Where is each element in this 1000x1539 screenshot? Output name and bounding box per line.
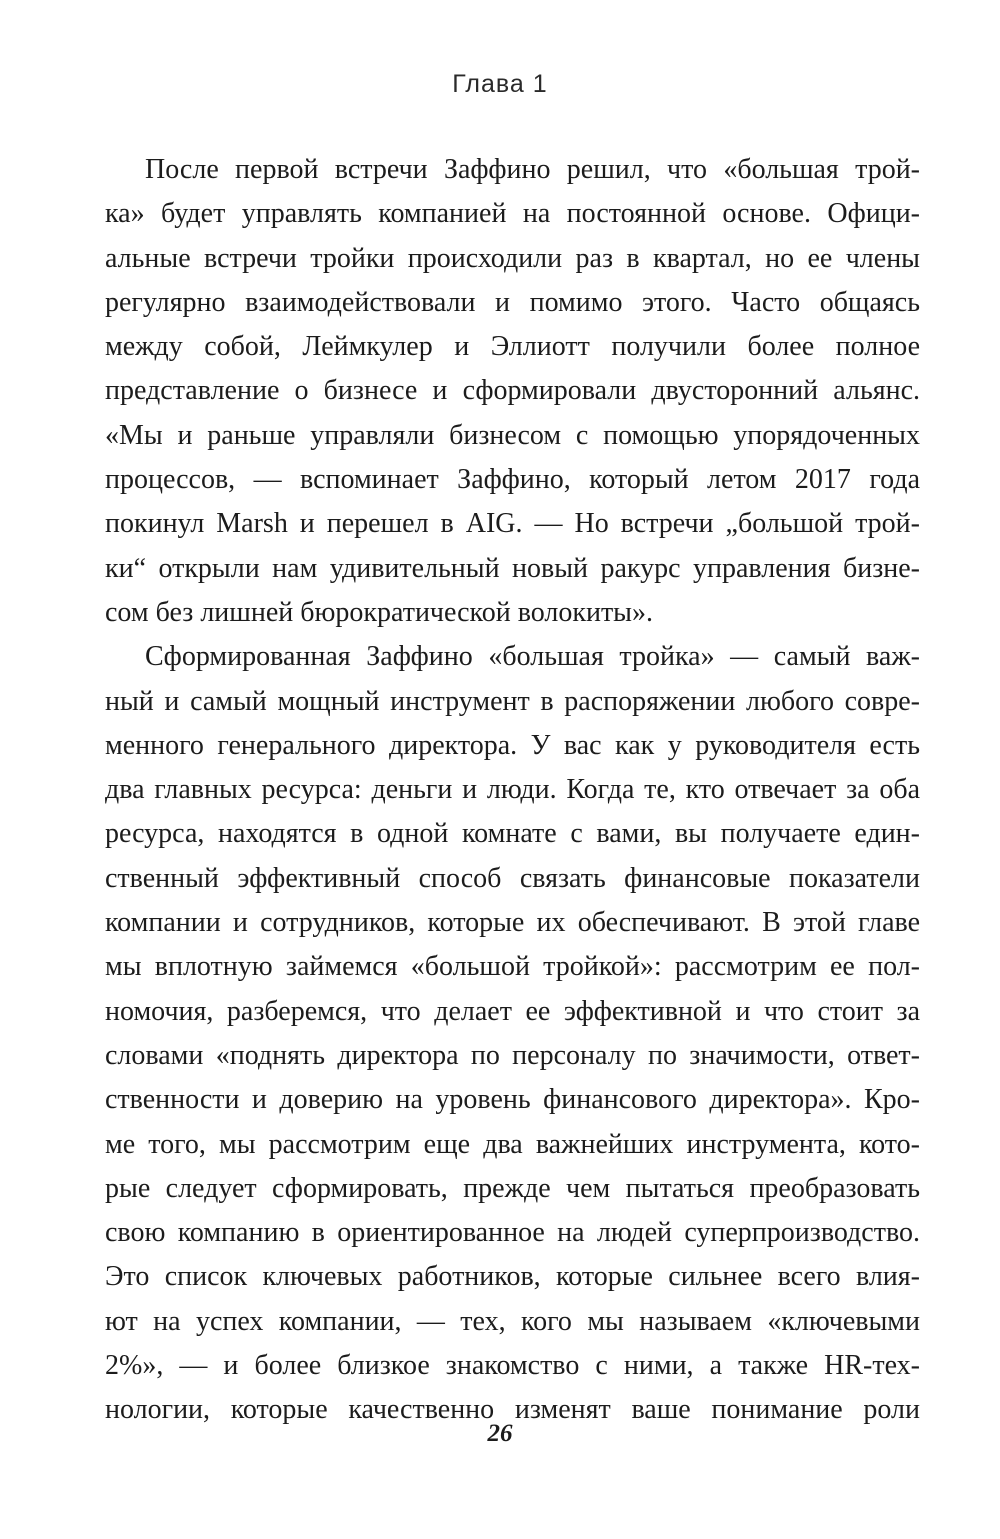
text-line: два главных ресурса: деньги и люди. Когда те, кто отвечает за оба (105, 774, 920, 806)
text-line: между собой, Леймкулер и Эллиотт получили более полное (105, 331, 920, 363)
text-line: ют на успех компании, — тех, кого мы называем «ключевыми (105, 1305, 920, 1337)
running-head: Глава 1 (452, 70, 548, 98)
text-line: менного генерального директора. У вас как у руководителя есть (105, 729, 920, 761)
text-line: мы вплотную займемся «большой тройкой»: рассмотрим ее пол- (105, 951, 920, 983)
text-line: альные встречи тройки происходили раз в квартал, но ее члены (105, 242, 920, 274)
text-line: компании и сотрудников, которые их обеспечивают. В этой главе (105, 907, 920, 939)
text-line: ственности и доверию на уровень финансового директора». Кро- (105, 1084, 920, 1116)
text-line: «Мы и раньше управляли бизнесом с помощью упорядоченных (105, 419, 920, 451)
text-line: Это список ключевых работников, которые сильнее всего влия- (105, 1261, 920, 1293)
text-line: рые следует сформировать, прежде чем пытаться преобразовать (105, 1172, 920, 1204)
text-line: ме того, мы рассмотрим еще два важнейших инструмента, кото- (105, 1128, 920, 1160)
text-line: сом без лишней бюрократической волокиты». (105, 596, 653, 628)
body-text (105, 148, 920, 1433)
text-line: регулярно взаимодействовали и помимо этого. Часто общаясь (105, 286, 920, 318)
text-line: ственный эффективный способ связать финансовые показатели (105, 862, 920, 894)
text-line: процессов, — вспоминает Заффино, который летом 2017 года (105, 464, 920, 496)
text-line: нологии, которые качественно изменят ваше понимание роли (105, 1394, 920, 1426)
paragraph (105, 635, 920, 1432)
text-line: ный и самый мощный инструмент в распоряжении любого совре- (105, 685, 920, 717)
text-line: ки“ открыли нам удивительный новый ракурс управления бизне- (105, 552, 920, 584)
text-line: После первой встречи Заффино решил, что «большая трой- (145, 154, 920, 185)
text-line: номочия, разберемся, что делает ее эффективной и что стоит за (105, 995, 920, 1027)
text-line: свою компанию в ориентированное на людей суперпроизводство. (105, 1217, 920, 1249)
page-number: 26 (487, 1420, 513, 1447)
text-line: словами «поднять директора по персоналу по значимости, ответ- (105, 1039, 920, 1071)
text-line: ресурса, находятся в одной комнате с вами, вы получаете един- (105, 818, 920, 850)
text-line: представление о бизнесе и сформировали двусторонний альянс. (105, 375, 920, 407)
text-line: покинул Marsh и перешел в AIG. — Но встречи „большой трой- (105, 508, 920, 540)
paragraph (105, 148, 920, 635)
text-line: Сформированная Заффино «большая тройка» — самый важ- (145, 641, 920, 673)
text-line: 2%», — и более близкое знакомство с ними, а также HR-тех- (105, 1350, 920, 1382)
text-line: ка» будет управлять компанией на постоянной основе. Офици- (105, 198, 920, 230)
